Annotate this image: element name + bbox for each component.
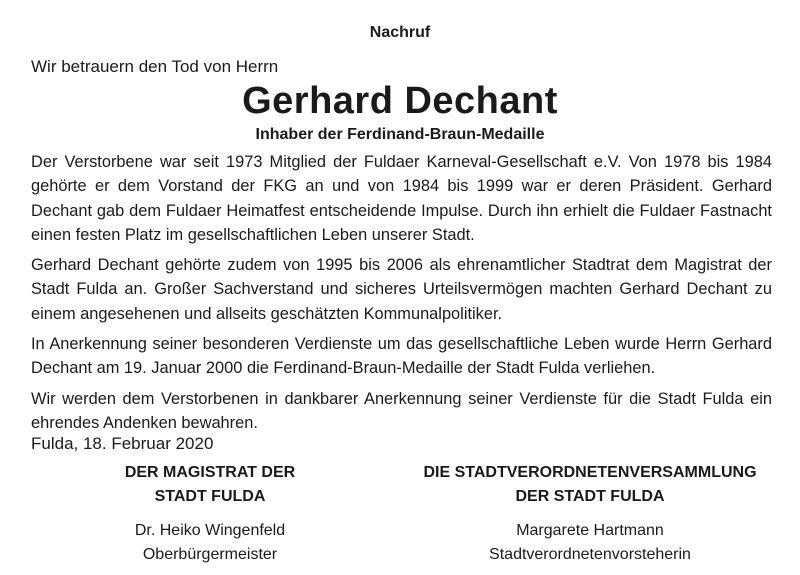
signature-magistrat bbox=[100, 461, 320, 567]
honor-subtitle: Inhaber der Ferdinand-Braun-Medaille bbox=[255, 126, 545, 143]
paragraph-4: Wir werden dem Verstorbenen in dankbarer Anerkennung seiner Verdienste für die Stadt Fulda ein ehrendes Andenken bewahren. bbox=[31, 389, 772, 432]
signature-person: Margarete Hartmann bbox=[516, 522, 664, 539]
signature-role: Stadtverordnetenvorsteherin bbox=[489, 546, 691, 563]
signature-org-line1: DIE STADTVERORDNETENVERSAMMLUNG bbox=[423, 464, 757, 481]
paragraph-1: Der Verstorbene war seit 1973 Mitglied der Fuldaer Karneval-Gesellschaft e.V. Von 1978 bis 1984 gehörte er dem Vorstand der FKG an und von 1984 bis 1999 war er deren Präsident. Gerhard Dechant gab dem Fuldaer Heimatfest entscheidende Impulse. Durch ihn erhielt die Fuldaer Fastnacht einen festen Platz im gesellschaftlichen Leben unserer Stadt. bbox=[31, 153, 772, 244]
notice-heading: Nachruf bbox=[369, 24, 431, 41]
signature-org-line2: STADT FULDA bbox=[154, 488, 266, 505]
place-date: Fulda, 18. Februar 2020 bbox=[31, 434, 214, 453]
paragraph-3: In Anerkennung seiner besonderen Verdienste um das gesellschaftliche Leben wurde Herrn Gerhard Dechant am 19. Januar 2000 die Ferdinand-Braun-Medaille der Stadt Fulda verliehen. bbox=[31, 335, 772, 378]
obituary-body bbox=[31, 150, 772, 441]
signature-org-line2: DER STADT FULDA bbox=[515, 488, 665, 505]
intro-line: Wir betrauern den Tod von Herrn bbox=[31, 57, 279, 76]
signature-stadtverordnetenversammlung bbox=[390, 461, 790, 567]
signature-person: Dr. Heiko Wingenfeld bbox=[134, 522, 286, 539]
signature-role: Oberbürgermeister bbox=[142, 546, 278, 563]
paragraph-2: Gerhard Dechant gehörte zudem von 1995 bis 2006 als ehrenamtlicher Stadtrat dem Magistrat der Stadt Fulda an. Großer Sachverstand und sicheres Urteilsvermögen machten Gerhard Dechant zu einem angesehenen und allseits geschätzten Kommunalpolitiker. bbox=[31, 256, 772, 323]
signature-org-line1: DER MAGISTRAT DER bbox=[124, 464, 296, 481]
deceased-name: Gerhard Dechant bbox=[242, 80, 558, 122]
